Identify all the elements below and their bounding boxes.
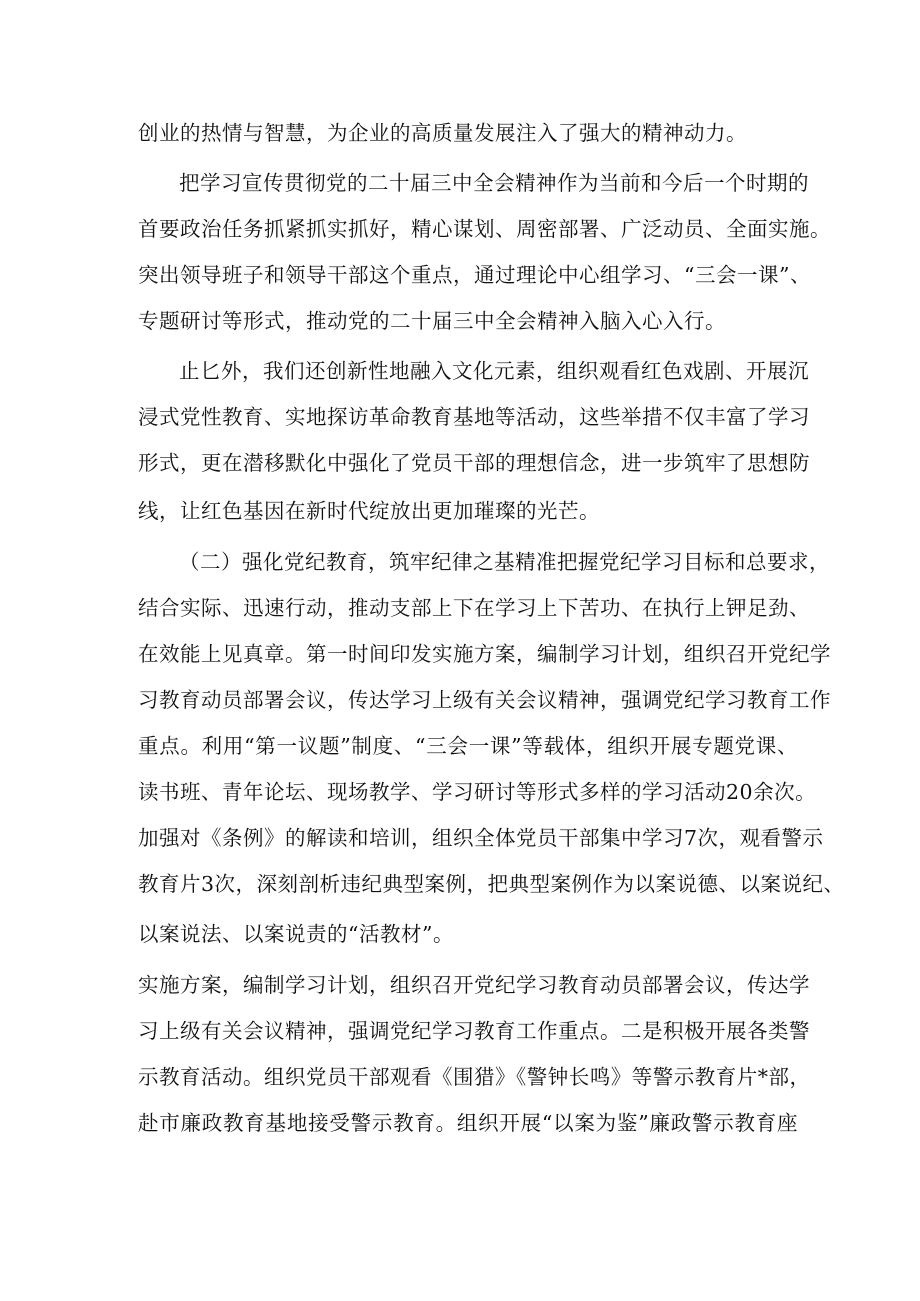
text-line: 重点。利用“第一议题”制度、“三会一课”等载体，组织开展专题党课、 (138, 734, 798, 758)
text-line: 浸式党性教育、实地探访革命教育基地等活动，这些举措不仅丰富了学习 (138, 405, 810, 429)
text-line: 习上级有关会议精神，强调党纪学习教育工作重点。二是积极开展各类警 (138, 1019, 810, 1043)
text-line: 突出领导班子和领导干部这个重点，通过理论中心组学习、“三会一课”、 (138, 263, 811, 287)
section-heading-line: （二）强化党纪教育，筑牢纪律之基精准把握党纪学习目标和总要求， (179, 550, 830, 574)
text-line: 教育片3次，深刻剖析违纪典型案例，把典型案例作为以案说德、以案说纪、 (138, 872, 845, 896)
text-line: 创业的热情与智慧，为企业的高质量发展注入了强大的精神动力。 (138, 121, 747, 145)
paragraph-first-line: 把学习宣传贯彻党的二十届三中全会精神作为当前和今后一个时期的 (179, 171, 809, 195)
paragraph-first-line: 止匕外，我们还创新性地融入文化元素，组织观看红色戏剧、开展沉 (179, 359, 809, 383)
text-line: 线，让红色基因在新时代绽放出更加璀璨的光芒。 (138, 499, 600, 523)
text-line: 形式，更在潜移默化中强化了党员干部的理想信念，进一步筑牢了思想防 (138, 451, 810, 475)
text-line: 加强对《条例》的解读和培训，组织全体党员干部集中学习7次，观看警示 (138, 826, 824, 850)
text-line: 首要政治任务抓紧抓实抓好，精心谋划、周密部署、广泛动员、全面实施。 (138, 217, 831, 241)
text-line: 习教育动员部署会议，传达学习上级有关会议精神，强调党纪学习教育工作 (138, 688, 831, 712)
text-line: 读书班、青年论坛、现场教学、学习研讨等形式多样的学习活动20余次。 (138, 780, 817, 804)
text-line: 赴市廉政教育基地接受警示教育。组织开展“以案为鉴”廉政警示教育座 (138, 1111, 798, 1135)
text-line: 在效能上见真章。第一时间印发实施方案，编制学习计划，组织召开党纪学 (138, 642, 831, 666)
text-line: 示教育活动。组织党员干部观看《围猎》《警钟长鸣》等警示教育片*部， (138, 1065, 811, 1089)
text-line: 专题研讨等形式，推动党的二十届三中全会精神入脑入心入行。 (138, 309, 726, 333)
text-line: 实施方案，编制学习计划，组织召开党纪学习教育动员部署会议，传达学 (138, 973, 810, 997)
text-line: 结合实际、迅速行动，推动支部上下在学习上下苦功、在执行上钾足劲、 (138, 596, 810, 620)
text-line: 以案说法、以案说责的“活教材”。 (138, 922, 454, 946)
